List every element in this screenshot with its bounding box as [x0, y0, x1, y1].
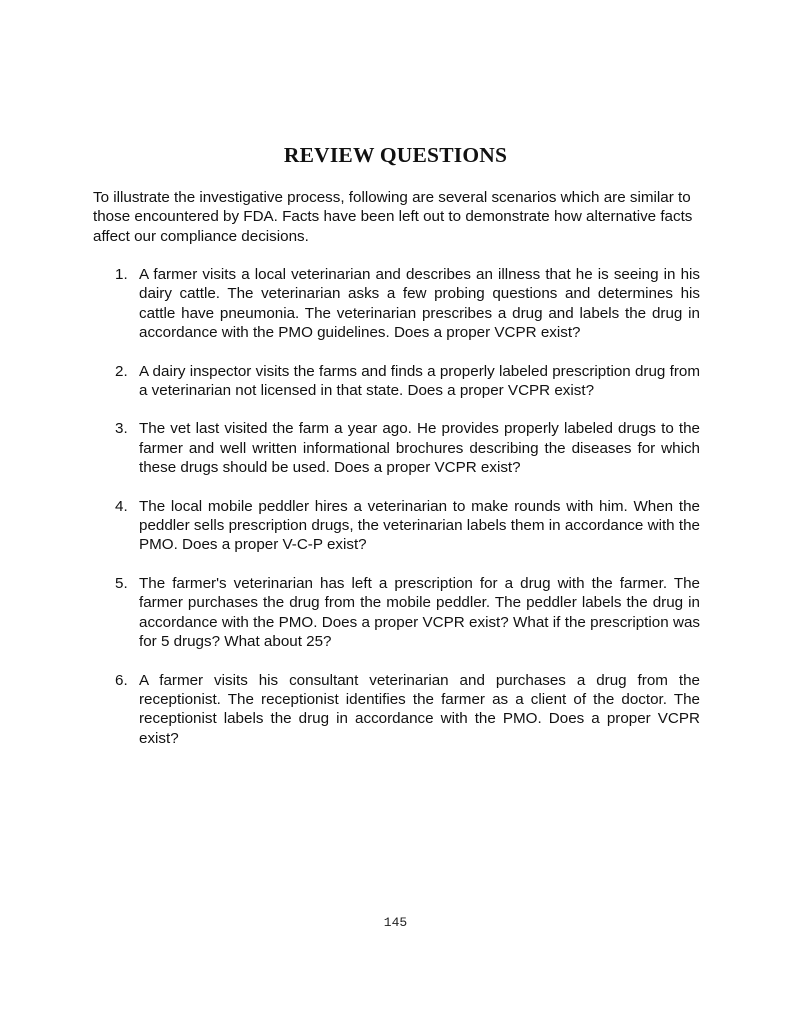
question-number: 2.: [115, 362, 128, 380]
page-number: 145: [383, 915, 408, 930]
question-number: 4.: [115, 497, 128, 515]
review-question-3: [112, 419, 700, 477]
question-number: 6.: [115, 671, 128, 689]
question-text: A farmer visits a local veterinarian and describes an illness that he is seeing in his dairy cattle. The veterinarian asks a few probing questions and determines his cattle have pneumonia. The veterinarian prescribes a drug and labels the drug in accordance with the PMO guidelines. Does a proper VCPR exist?: [139, 266, 700, 342]
question-number: 1.: [115, 266, 128, 283]
question-text: A dairy inspector visits the farms and finds a properly labeled prescription drug from a veterinarian not licensed in that state. Does a proper VCPR exist?: [139, 362, 700, 400]
question-number: 3.: [115, 420, 128, 438]
question-text: A farmer visits his consultant veterinarian and purchases a drug from the receptionist. The receptionist identifies the farmer as a client of the doctor. The receptionist labels the drug in accordance with the PMO. Does a proper VCPR exist?: [139, 671, 700, 747]
review-question-6: [112, 671, 700, 749]
question-text: The vet last visited the farm a year ago. He provides properly labeled drugs to the farmer and well written informational brochures describing the diseases for which these drugs should be used. Does a proper VCPR exist?: [139, 420, 700, 477]
review-question-2: [112, 362, 700, 401]
review-question-1: [112, 265, 700, 343]
review-question-5: [112, 574, 700, 652]
review-question-4: [112, 497, 700, 555]
review-question-list: [112, 265, 700, 767]
intro-paragraph: To illustrate the investigative process, following are several scenarios which are similar to those encountered by FDA. Facts have been left out to demonstrate how alternative facts affect our compliance decisions.: [93, 189, 693, 245]
question-text: The local mobile peddler hires a veterinarian to make rounds with him. When the peddler sells prescription drugs, the veterinarian labels them in accordance with the PMO. Does a proper V-C-P exist?: [139, 497, 700, 554]
question-text: The farmer's veterinarian has left a prescription for a drug with the farmer. The farmer purchases the drug from the mobile peddler. The peddler labels the drug in accordance with the PMO. Does a proper VCPR exist? What if the prescription was for 5 drugs? What about 25?: [139, 574, 700, 651]
page-title: REVIEW QUESTIONS: [283, 143, 508, 167]
question-number: 5.: [115, 574, 128, 592]
